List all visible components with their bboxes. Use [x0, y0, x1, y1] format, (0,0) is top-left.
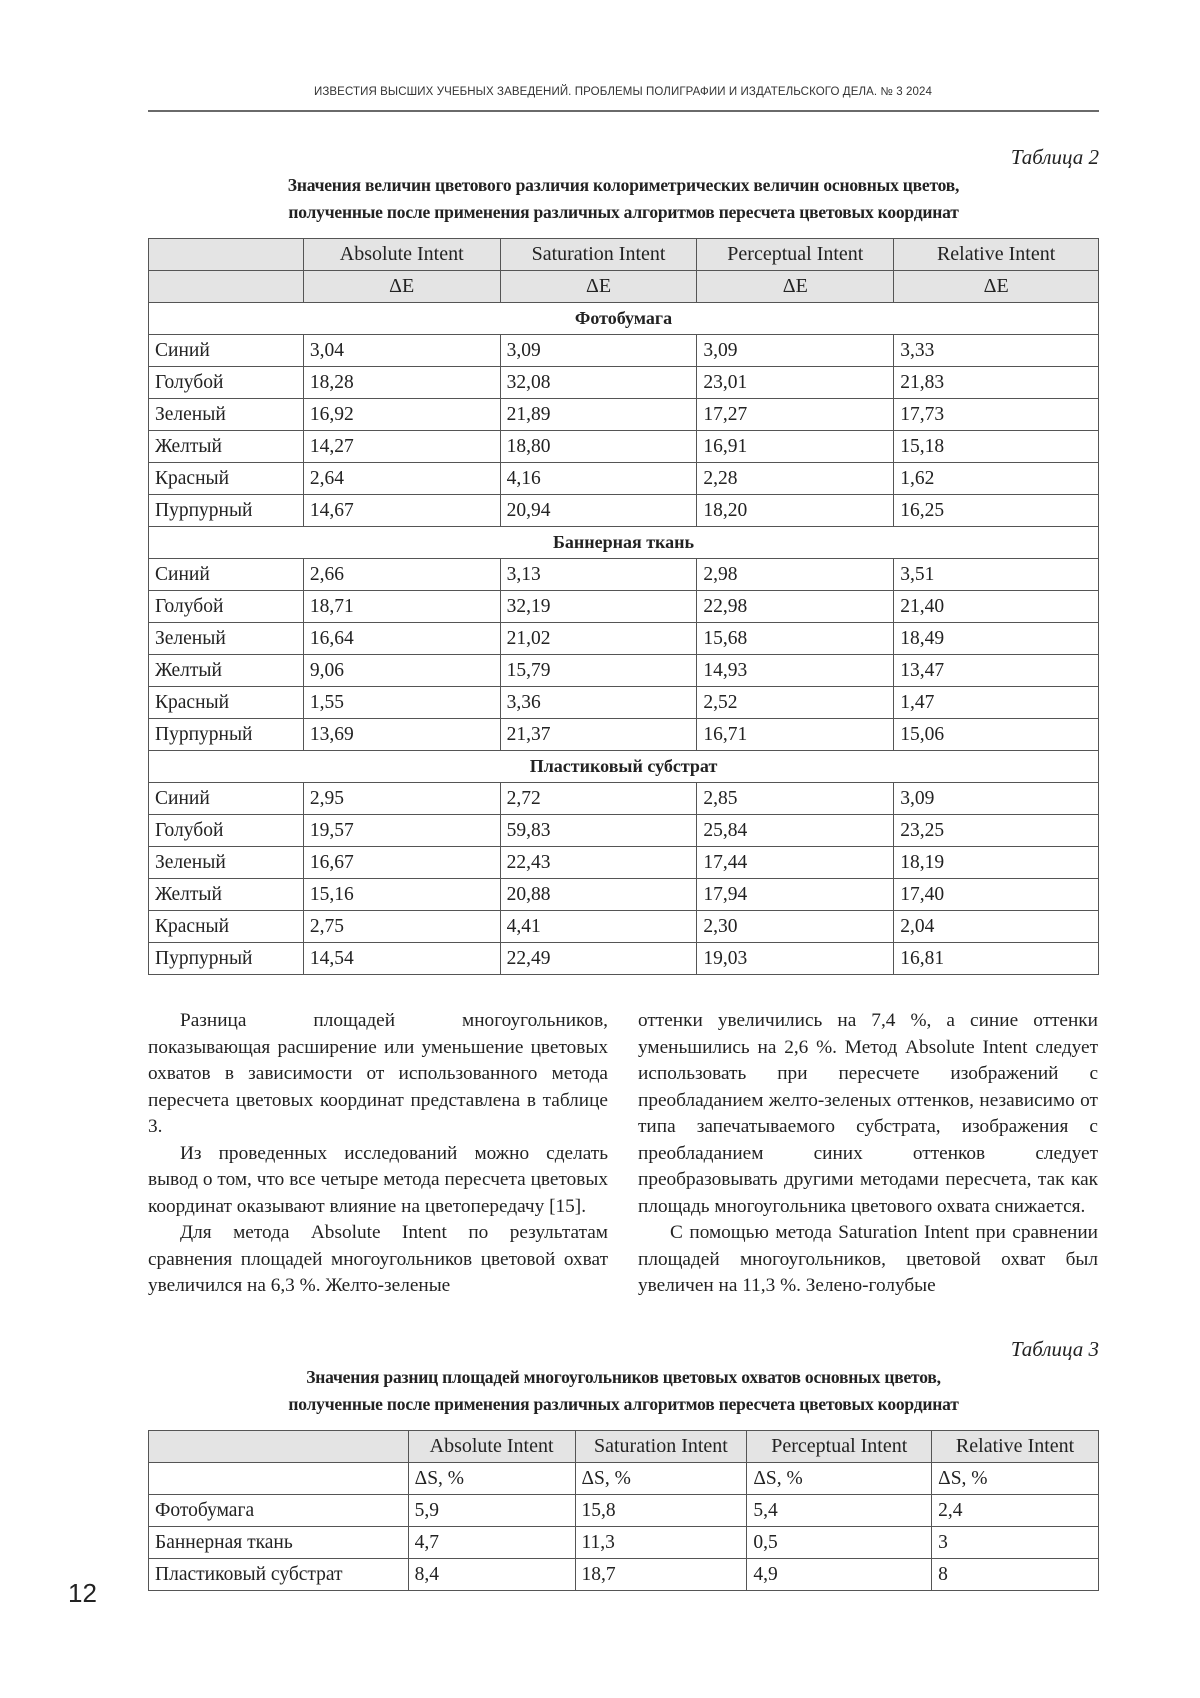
- table3-corner-cell: [149, 1431, 409, 1463]
- color-name: Голубой: [149, 591, 304, 623]
- table2-col-saturation: Saturation Intent: [500, 239, 697, 271]
- value-cell: 15,8: [575, 1495, 747, 1527]
- value-cell: 15,68: [697, 623, 894, 655]
- value-cell: 18,80: [500, 431, 697, 463]
- value-cell: 21,37: [500, 719, 697, 751]
- value-cell: 2,98: [697, 559, 894, 591]
- table3-unit: ΔS, %: [932, 1463, 1099, 1495]
- table3-unit: ΔS, %: [747, 1463, 932, 1495]
- value-cell: 19,03: [697, 943, 894, 975]
- value-cell: 21,83: [894, 367, 1099, 399]
- value-cell: 3,51: [894, 559, 1099, 591]
- value-cell: 16,91: [697, 431, 894, 463]
- value-cell: 22,49: [500, 943, 697, 975]
- table-row: [149, 911, 1099, 943]
- table3-caption: [148, 1364, 1099, 1418]
- page-number: 12: [68, 1578, 97, 1608]
- table-row: [149, 1495, 1099, 1527]
- value-cell: 23,01: [697, 367, 894, 399]
- value-cell: 19,57: [303, 815, 500, 847]
- table3-col-relative: Relative Intent: [932, 1431, 1099, 1463]
- color-name: Синий: [149, 559, 304, 591]
- value-cell: 1,55: [303, 687, 500, 719]
- value-cell: 3,04: [303, 335, 500, 367]
- color-name: Синий: [149, 783, 304, 815]
- table-row: [149, 815, 1099, 847]
- table-row: [149, 367, 1099, 399]
- value-cell: 21,40: [894, 591, 1099, 623]
- value-cell: 14,67: [303, 495, 500, 527]
- table-row: [149, 623, 1099, 655]
- value-cell: 18,49: [894, 623, 1099, 655]
- table2-unit: ΔE: [500, 271, 697, 303]
- value-cell: 13,47: [894, 655, 1099, 687]
- color-name: Пурпурный: [149, 943, 304, 975]
- table-row: [149, 719, 1099, 751]
- color-name: Зеленый: [149, 623, 304, 655]
- value-cell: 17,27: [697, 399, 894, 431]
- value-cell: 13,69: [303, 719, 500, 751]
- body-column-left: [148, 1008, 608, 1300]
- table3-col-saturation: Saturation Intent: [575, 1431, 747, 1463]
- table2-col-perceptual: Perceptual Intent: [697, 239, 894, 271]
- value-cell: 2,28: [697, 463, 894, 495]
- value-cell: 17,73: [894, 399, 1099, 431]
- table-row: [149, 847, 1099, 879]
- value-cell: 16,71: [697, 719, 894, 751]
- table-row: [149, 943, 1099, 975]
- color-name: Желтый: [149, 879, 304, 911]
- body-paragraph: оттенки увеличились на 7,4 %, а синие оттенки уменьшились на 2,6 %. Метод Absolute Intent следует использовать при пересчете изображений с преобладанием желто-зеленых оттенков, независимо от типа запечатываемого субстрата, изображения с преобладанием синих оттенков следует преобразовывать другими методами пересчета, так как площадь многоугольника цветового охвата снижается.: [638, 1010, 1098, 1217]
- table-row: [149, 783, 1099, 815]
- table2-unit: ΔE: [894, 271, 1099, 303]
- table2-col-relative: Relative Intent: [894, 239, 1099, 271]
- value-cell: 1,62: [894, 463, 1099, 495]
- value-cell: 59,83: [500, 815, 697, 847]
- table2-unit: ΔE: [697, 271, 894, 303]
- table2-unit: ΔE: [303, 271, 500, 303]
- value-cell: 2,75: [303, 911, 500, 943]
- value-cell: 16,67: [303, 847, 500, 879]
- value-cell: 22,43: [500, 847, 697, 879]
- value-cell: 3,09: [894, 783, 1099, 815]
- table3-unit: ΔS, %: [408, 1463, 575, 1495]
- value-cell: 5,4: [747, 1495, 932, 1527]
- value-cell: 15,79: [500, 655, 697, 687]
- table-row: [149, 1527, 1099, 1559]
- color-name: Зеленый: [149, 847, 304, 879]
- value-cell: 3: [932, 1527, 1099, 1559]
- value-cell: 2,64: [303, 463, 500, 495]
- color-name: Синий: [149, 335, 304, 367]
- color-name: Пурпурный: [149, 719, 304, 751]
- value-cell: 22,98: [697, 591, 894, 623]
- value-cell: 3,13: [500, 559, 697, 591]
- value-cell: 2,4: [932, 1495, 1099, 1527]
- value-cell: 16,25: [894, 495, 1099, 527]
- color-name: Зеленый: [149, 399, 304, 431]
- table2-header-row: [149, 239, 1099, 271]
- body-paragraph: Разница площадей многоугольников, показывающая расширение или уменьшение цветовых охватов в зависимости от использованного метода пересчета цветовых координат представлена в таблице 3.: [148, 1010, 608, 1137]
- value-cell: 8: [932, 1559, 1099, 1591]
- body-paragraph: Из проведенных исследований можно сделать вывод о том, что все четыре метода пересчета цветовых координат оказывают влияние на цветопередачу [15].: [148, 1142, 608, 1217]
- value-cell: 5,9: [408, 1495, 575, 1527]
- table2-section-header: [149, 303, 1099, 335]
- value-cell: 15,06: [894, 719, 1099, 751]
- table2-corner-cell: [149, 239, 304, 271]
- value-cell: 8,4: [408, 1559, 575, 1591]
- table2-unit-row: [149, 271, 1099, 303]
- value-cell: 2,66: [303, 559, 500, 591]
- value-cell: 18,19: [894, 847, 1099, 879]
- table-row: [149, 591, 1099, 623]
- color-name: Голубой: [149, 815, 304, 847]
- value-cell: 14,54: [303, 943, 500, 975]
- value-cell: 20,94: [500, 495, 697, 527]
- value-cell: 25,84: [697, 815, 894, 847]
- value-cell: 20,88: [500, 879, 697, 911]
- value-cell: 16,92: [303, 399, 500, 431]
- value-cell: 17,40: [894, 879, 1099, 911]
- value-cell: 15,16: [303, 879, 500, 911]
- value-cell: 4,16: [500, 463, 697, 495]
- table2-col-absolute: Absolute Intent: [303, 239, 500, 271]
- table2-label: Таблица 2: [1010, 145, 1099, 169]
- table3: [148, 1430, 1099, 1591]
- table3-header-row: [149, 1431, 1099, 1463]
- body-paragraph: Для метода Absolute Intent по результатам сравнения площадей многоугольников цветовой охват увеличился на 6,3 %. Желто-зеленые: [148, 1222, 608, 1296]
- value-cell: 18,71: [303, 591, 500, 623]
- value-cell: 18,28: [303, 367, 500, 399]
- table-row: [149, 399, 1099, 431]
- color-name: Пурпурный: [149, 495, 304, 527]
- value-cell: 2,04: [894, 911, 1099, 943]
- value-cell: 11,3: [575, 1527, 747, 1559]
- value-cell: 2,30: [697, 911, 894, 943]
- value-cell: 2,72: [500, 783, 697, 815]
- body-column-right: [638, 1008, 1098, 1300]
- value-cell: 3,33: [894, 335, 1099, 367]
- color-name: Желтый: [149, 431, 304, 463]
- header-rule: [148, 110, 1099, 112]
- value-cell: 4,41: [500, 911, 697, 943]
- color-name: Красный: [149, 911, 304, 943]
- table-row: [149, 879, 1099, 911]
- value-cell: 21,89: [500, 399, 697, 431]
- value-cell: 9,06: [303, 655, 500, 687]
- value-cell: 3,09: [500, 335, 697, 367]
- table2-caption-line2: полученные после применения различных алгоритмов пересчета цветовых координат: [288, 202, 959, 222]
- table-row: [149, 495, 1099, 527]
- color-name: Красный: [149, 463, 304, 495]
- value-cell: 16,64: [303, 623, 500, 655]
- table-row: [149, 463, 1099, 495]
- value-cell: 14,93: [697, 655, 894, 687]
- body-paragraph: С помощью метода Saturation Intent при сравнении площадей многоугольников, цветовой охват был увеличен на 11,3 %. Зелено-голубые: [638, 1222, 1098, 1296]
- value-cell: 18,20: [697, 495, 894, 527]
- table2: [148, 238, 1099, 975]
- section-title: Пластиковый субстрат: [149, 751, 1099, 783]
- color-name: Желтый: [149, 655, 304, 687]
- table-row: [149, 687, 1099, 719]
- table-row: [149, 559, 1099, 591]
- table2-section-header: [149, 751, 1099, 783]
- table-row: [149, 1559, 1099, 1591]
- value-cell: 23,25: [894, 815, 1099, 847]
- value-cell: 1,47: [894, 687, 1099, 719]
- table2-caption-line1: Значения величин цветового различия колориметрических величин основных цветов,: [287, 175, 960, 195]
- value-cell: 32,19: [500, 591, 697, 623]
- table3-unit: ΔS, %: [575, 1463, 747, 1495]
- table3-label: Таблица 3: [1010, 1337, 1099, 1361]
- value-cell: 2,52: [697, 687, 894, 719]
- value-cell: 14,27: [303, 431, 500, 463]
- substrate-name: Пластиковый субстрат: [149, 1559, 409, 1591]
- value-cell: 32,08: [500, 367, 697, 399]
- value-cell: 17,44: [697, 847, 894, 879]
- table-row: [149, 655, 1099, 687]
- table3-caption-line2: полученные после применения различных алгоритмов пересчета цветовых координат: [288, 1394, 959, 1414]
- section-title: Баннерная ткань: [149, 527, 1099, 559]
- value-cell: 3,36: [500, 687, 697, 719]
- value-cell: 4,7: [408, 1527, 575, 1559]
- substrate-name: Фотобумага: [149, 1495, 409, 1527]
- table3-unit-corner: [149, 1463, 409, 1495]
- value-cell: 17,94: [697, 879, 894, 911]
- value-cell: 16,81: [894, 943, 1099, 975]
- value-cell: 4,9: [747, 1559, 932, 1591]
- table-row: [149, 431, 1099, 463]
- table-row: [149, 335, 1099, 367]
- table2-caption: [148, 172, 1099, 226]
- table3-col-absolute: Absolute Intent: [408, 1431, 575, 1463]
- substrate-name: Баннерная ткань: [149, 1527, 409, 1559]
- table3-unit-row: [149, 1463, 1099, 1495]
- value-cell: 2,85: [697, 783, 894, 815]
- value-cell: 0,5: [747, 1527, 932, 1559]
- value-cell: 15,18: [894, 431, 1099, 463]
- value-cell: 2,95: [303, 783, 500, 815]
- table3-caption-line1: Значения разниц площадей многоугольников цветовых охватов основных цветов,: [306, 1367, 941, 1387]
- table2-unit-corner: [149, 271, 304, 303]
- color-name: Красный: [149, 687, 304, 719]
- color-name: Голубой: [149, 367, 304, 399]
- running-title: ИЗВЕСТИЯ ВЫСШИХ УЧЕБНЫХ ЗАВЕДЕНИЙ. ПРОБЛЕМЫ ПОЛИГРАФИИ И ИЗДАТЕЛЬСКОГО ДЕЛА. № 3 2024: [314, 86, 932, 98]
- value-cell: 21,02: [500, 623, 697, 655]
- section-title: Фотобумага: [149, 303, 1099, 335]
- table2-section-header: [149, 527, 1099, 559]
- table3-col-perceptual: Perceptual Intent: [747, 1431, 932, 1463]
- value-cell: 18,7: [575, 1559, 747, 1591]
- value-cell: 3,09: [697, 335, 894, 367]
